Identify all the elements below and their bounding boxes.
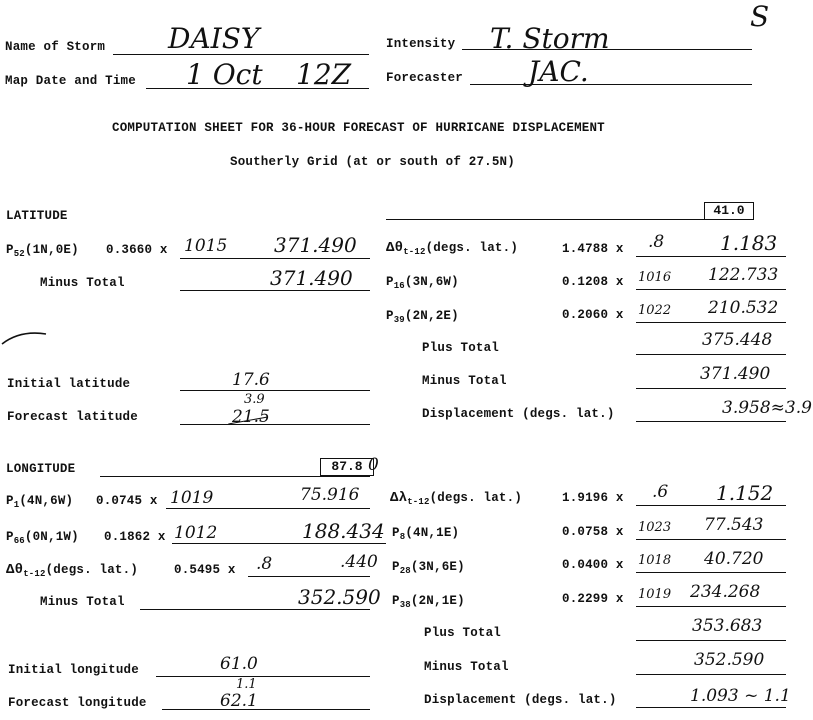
p52-result[interactable]: 371.490 [274, 233, 357, 257]
initial-latitude-line [180, 390, 370, 391]
lat-minus-total-line [180, 290, 370, 291]
p52-input[interactable]: 1015 [184, 236, 228, 256]
lon-plus-total-value[interactable]: 353.683 [692, 616, 763, 636]
lon-minus-total-value[interactable]: 352.590 [298, 585, 381, 609]
p28-coef: 0.0400 x [562, 558, 624, 572]
forecast-latitude-value[interactable]: 21.5 [232, 407, 270, 427]
lat-plus-total-label: Plus Total [422, 341, 500, 355]
lon-dlambda-input[interactable]: .6 [652, 482, 669, 502]
p38-result[interactable]: 234.268 [690, 582, 761, 602]
p1-input[interactable]: 1019 [170, 488, 214, 508]
lat-minus-total-value[interactable]: 371.490 [270, 266, 353, 290]
map-date-label: Map Date and Time [5, 74, 136, 88]
p38-label: $P_{38}(2N,1E)$ [392, 594, 465, 610]
margin-pen-stroke [0, 322, 50, 352]
page-subtitle: Southerly Grid (at or south of 27.5N) [230, 155, 515, 169]
lat-minus-total2-label: Minus Total [422, 374, 507, 388]
longitude-box: 87.8 [320, 458, 374, 476]
lat-minus-total-label: Minus Total [40, 276, 125, 290]
p1-coef: 0.0745 x [96, 494, 158, 508]
lon-minus-total2-line [636, 674, 786, 675]
p28-line [636, 572, 786, 573]
lat-dtheta-result[interactable]: 1.183 [720, 231, 778, 255]
p16-coef: 0.1208 x [562, 275, 624, 289]
initial-latitude-value[interactable]: 17.6 [232, 370, 270, 390]
forecaster-line [470, 84, 752, 85]
lat-plus-total-value[interactable]: 375.448 [702, 330, 773, 350]
p52-label: $P_{52}(1N,0E)$ [6, 243, 79, 259]
p39-result[interactable]: 210.532 [708, 298, 779, 318]
initial-longitude-line [156, 676, 370, 677]
latitude-box: 41.0 [704, 202, 754, 220]
p66-label: $P_{66}(0N,1W)$ [6, 530, 79, 546]
lon-dlambda-label: $\Delta\lambda_{t-12}(degs$. lat.) [390, 490, 523, 507]
latitude-heading: LATITUDE [6, 209, 68, 223]
p28-label: $P_{28}(3N,6E)$ [392, 560, 465, 576]
initial-longitude-label: Initial longitude [8, 663, 139, 677]
lon-dlambda-coef: 1.9196 x [562, 491, 624, 505]
longitude-heading: LONGITUDE [6, 462, 76, 476]
lat-displacement-label: Displacement (degs. lat.) [422, 407, 615, 421]
lon-dtheta-coef: 0.5495 x [174, 563, 236, 577]
lon-minus-total-line [140, 609, 370, 610]
lat-dtheta-input[interactable]: .8 [648, 232, 665, 252]
lon-minus-total-label: Minus Total [40, 595, 125, 609]
p38-input[interactable]: 1019 [638, 587, 672, 602]
forecast-latitude-line [180, 424, 370, 425]
forecast-longitude-value[interactable]: 62.1 [220, 691, 258, 711]
lat-minus-total2-value[interactable]: 371.490 [700, 364, 771, 384]
storm-name-value[interactable]: DAISY [168, 22, 260, 55]
lon-displacement-value[interactable]: 1.093 ~ 1.1 [690, 686, 791, 706]
lat-minus-total2-line [636, 388, 786, 389]
p16-line [636, 289, 786, 290]
lon-minus-total2-label: Minus Total [424, 660, 509, 674]
p16-input[interactable]: 1016 [638, 270, 672, 285]
corner-mark: S [750, 0, 770, 33]
p66-line [172, 543, 386, 544]
p1-line [166, 508, 370, 509]
p28-result[interactable]: 40.720 [704, 549, 764, 569]
lat-displacement-line [636, 421, 786, 422]
forecast-latitude-label: Forecast latitude [7, 410, 138, 424]
p8-result[interactable]: 77.543 [704, 515, 764, 535]
map-time-value[interactable]: 12Z [296, 58, 352, 91]
p39-label: $P_{39}(2N,2E)$ [386, 309, 459, 325]
lat-plus-total-line [636, 354, 786, 355]
p16-label: $P_{16}(3N,6W)$ [386, 275, 459, 291]
map-date-value[interactable]: 1 Oct [186, 58, 263, 91]
forecaster-label: Forecaster [386, 71, 464, 85]
lat-dtheta-coef: 1.4788 x [562, 242, 624, 256]
lon-dtheta-result[interactable]: .440 [340, 552, 378, 572]
page-title: COMPUTATION SHEET FOR 36-HOUR FORECAST OF HURRICANE DISPLACEMENT [112, 121, 605, 135]
lat-dtheta-label: $\Delta\theta_{t-12}(degs$. lat.) [386, 240, 519, 257]
p39-coef: 0.2060 x [562, 308, 624, 322]
p52-line [180, 258, 370, 259]
lon-dtheta-input[interactable]: .8 [256, 554, 273, 574]
p52-coef: 0.3660 x [106, 243, 168, 257]
forecast-latitude-addend[interactable]: 3.9 [244, 392, 265, 407]
longitude-box-extra[interactable]: 0 [368, 455, 379, 475]
lon-dtheta-label: $\Delta\theta_{t-12}(degs$. lat.) [6, 562, 139, 579]
lon-dlambda-line [636, 505, 786, 506]
forecast-longitude-addend[interactable]: 1.1 [236, 677, 257, 692]
p16-result[interactable]: 122.733 [708, 265, 779, 285]
p38-line [636, 606, 786, 607]
lat-displacement-value[interactable]: 3.958≈3.9 [722, 398, 812, 418]
forecast-longitude-line [162, 709, 370, 710]
p1-result[interactable]: 75.916 [300, 485, 360, 505]
forecaster-value[interactable]: JAC. [528, 55, 589, 88]
lon-dlambda-result[interactable]: 1.152 [716, 481, 774, 505]
p66-coef: 0.1862 x [104, 530, 166, 544]
p1-label: $P_1(4N,6W)$ [6, 494, 74, 510]
p39-input[interactable]: 1022 [638, 303, 672, 318]
p8-coef: 0.0758 x [562, 525, 624, 539]
p8-line [636, 539, 786, 540]
lon-minus-total2-value[interactable]: 352.590 [694, 650, 765, 670]
lat-dtheta-line [636, 256, 786, 257]
initial-longitude-value[interactable]: 61.0 [220, 654, 258, 674]
lon-displacement-label: Displacement (degs. lat.) [424, 693, 617, 707]
p28-input[interactable]: 1018 [638, 553, 672, 568]
p66-result[interactable]: 188.434 [302, 519, 385, 543]
p8-input[interactable]: 1023 [638, 520, 672, 535]
latitude-heading-line [386, 219, 754, 220]
forecast-longitude-label: Forecast longitude [8, 696, 147, 710]
p39-line [636, 322, 786, 323]
intensity-label: Intensity [386, 37, 456, 51]
longitude-heading-line [100, 476, 370, 477]
p66-input[interactable]: 1012 [174, 523, 218, 543]
intensity-value[interactable]: T. Storm [490, 22, 610, 55]
p8-label: $P_8(4N,1E)$ [392, 526, 460, 542]
initial-latitude-label: Initial latitude [7, 377, 131, 391]
lon-plus-total-line [636, 640, 786, 641]
lon-displacement-line [636, 707, 786, 708]
p38-coef: 0.2299 x [562, 592, 624, 606]
lon-plus-total-label: Plus Total [424, 626, 502, 640]
storm-name-label: Name of Storm [5, 40, 106, 54]
lon-dtheta-line [248, 576, 370, 577]
